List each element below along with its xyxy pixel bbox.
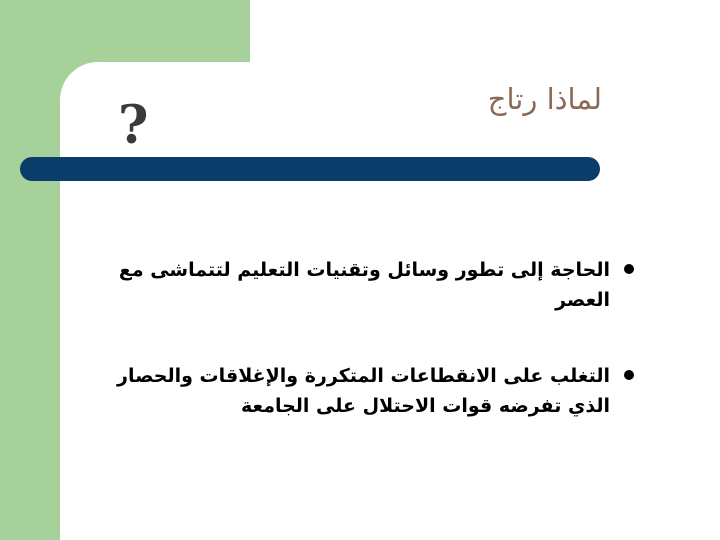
bullet-text: التغلب على الانقطاعات المتكررة والإغلاقات والحصار الذي تفرضه قوات الاحتلال على الجامعة — [117, 365, 610, 417]
bullet-list — [100, 255, 610, 467]
green-left-strip — [0, 0, 60, 540]
question-mark-icon: ? — [118, 95, 149, 156]
title-underline-bar — [20, 157, 600, 181]
bullet-item — [100, 361, 610, 421]
bullet-text: الحاجة إلى تطور وسائل وتقنيات التعليم لتتماشى مع العصر — [118, 259, 610, 311]
bullet-item — [100, 255, 610, 315]
bullet-dot-icon — [624, 370, 634, 380]
slide-title: لماذا رتاج — [487, 82, 602, 116]
bullet-dot-icon — [624, 264, 634, 274]
